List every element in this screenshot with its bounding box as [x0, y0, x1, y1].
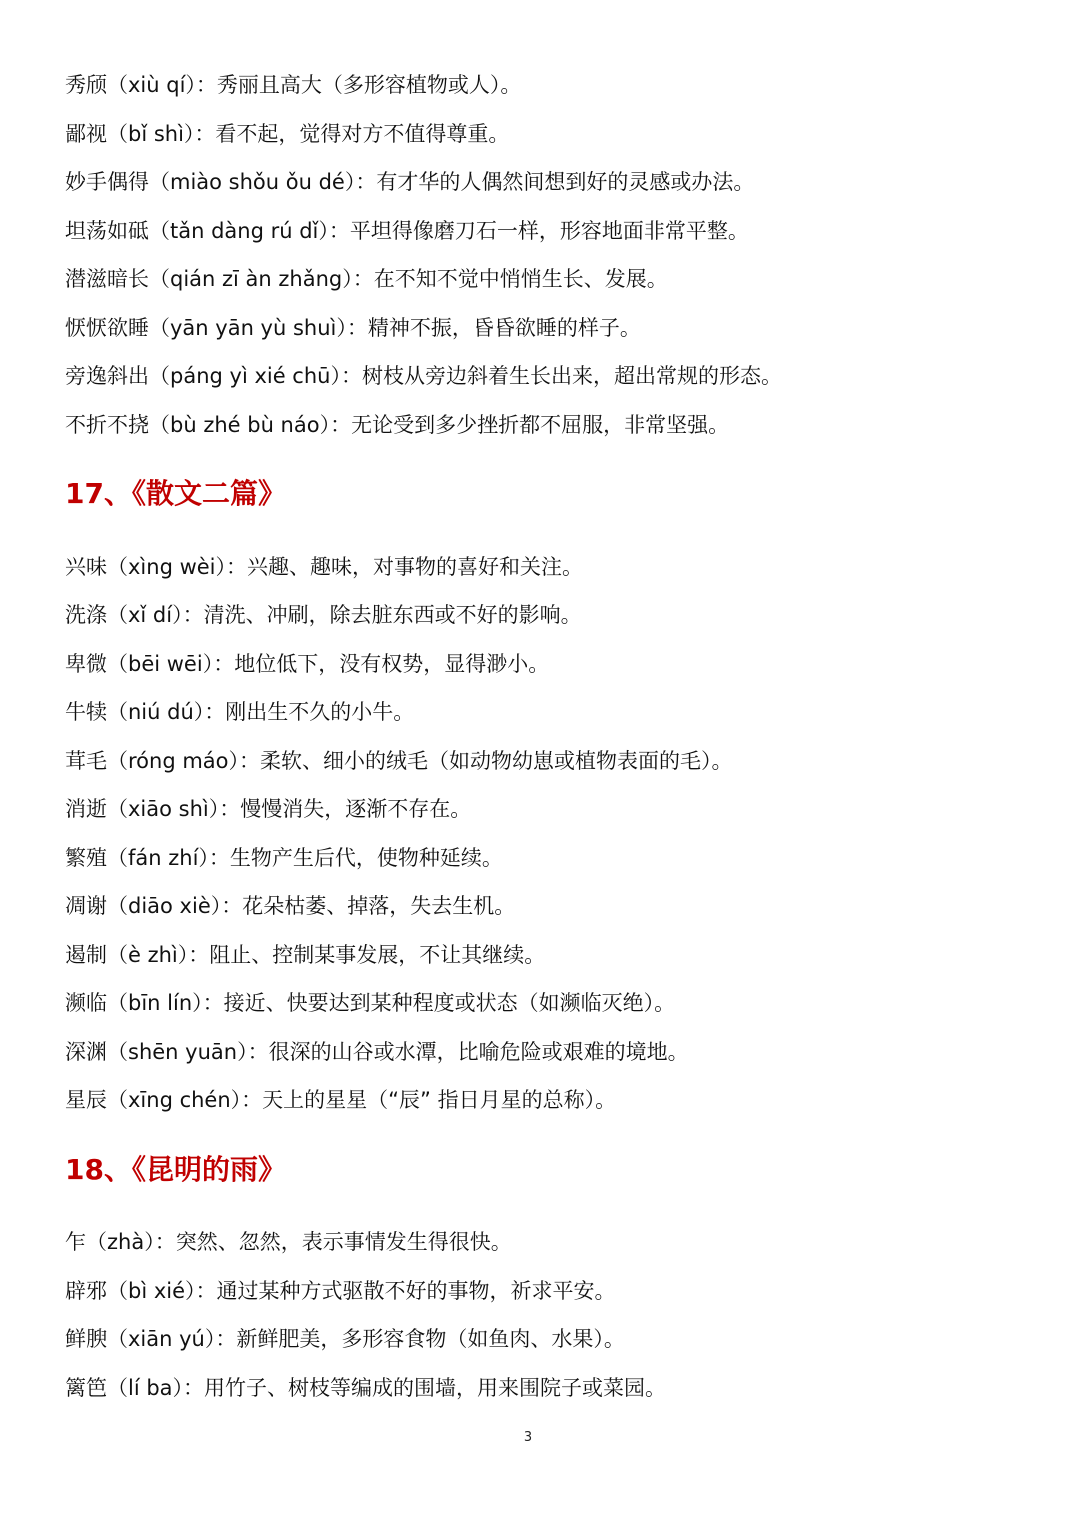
vocab-entry: 乍（zhà）：突然、忽然，表示事情发生得很快。	[65, 1230, 512, 1254]
page-number: 3	[523, 1430, 533, 1445]
vocab-entry: 秀颀（xiù qí）：秀丽且高大（多形容植物或人）。	[65, 73, 522, 97]
vocab-entry: 辟邪（bì xié）：通过某种方式驱散不好的事物，祈求平安。	[65, 1279, 616, 1303]
vocab-entry: 不折不挠（bù zhé bù náo）：无论受到多少挫折都不屈服，非常坚强。	[65, 413, 730, 437]
vocab-entry: 坦荡如砥（tǎn dàng rú dǐ）：平坦得像磨刀石一样，形容地面非常平整。	[65, 219, 749, 243]
vocab-entry: 篱笆（lí ba）：用竹子、树枝等编成的围墙，用来围院子或菜园。	[65, 1376, 667, 1400]
vocab-entry: 恹恹欲睡（yān yān yù shuì）：精神不振，昏昏欲睡的样子。	[65, 316, 641, 340]
vocab-entry: 遏制（è zhì）：阻止、控制某事发展，不让其继续。	[65, 943, 546, 967]
vocab-entry: 旁逸斜出（páng yì xié chū）：树枝从旁边斜着生长出来，超出常规的形态。	[65, 364, 782, 388]
vocab-entry: 鄙视（bǐ shì）：看不起，觉得对方不值得尊重。	[65, 122, 510, 146]
vocab-entry: 妙手偶得（miào shǒu ǒu dé）：有才华的人偶然间想到好的灵感或办法。	[65, 170, 755, 194]
vocab-entry: 星辰（xīng chén）：天上的星星（“辰” 指日月星的总称）。	[65, 1088, 617, 1112]
vocab-entry: 繁殖（fán zhí）：生物产生后代，使物种延续。	[65, 846, 503, 870]
vocab-entry: 鲜腴（xiān yú）：新鲜肥美，多形容食物（如鱼肉、水果）。	[65, 1327, 625, 1351]
vocab-entry: 潜滋暗长（qián zī àn zhǎng）：在不知不觉中悄悄生长、发展。	[65, 267, 668, 291]
vocab-entry: 濒临（bīn lín）：接近、快要达到某种程度或状态（如濒临灭绝）。	[65, 991, 676, 1015]
section-heading: 17、《散文二篇》	[65, 477, 286, 510]
vocab-entry: 卑微（bēi wēi）：地位低下，没有权势，显得渺小。	[65, 652, 550, 676]
vocab-entry: 牛犊（niú dú）：刚出生不久的小牛。	[65, 700, 415, 724]
vocab-entry: 茸毛（róng máo）：柔软、细小的绒毛（如动物幼崽或植物表面的毛）。	[65, 749, 733, 773]
vocab-entry: 洗涤（xǐ dí）：清洗、冲刷，除去脏东西或不好的影响。	[65, 603, 582, 627]
vocab-entry: 兴味（xìng wèi）：兴趣、趣味，对事物的喜好和关注。	[65, 555, 584, 579]
vocab-entry: 深渊（shēn yuān）：很深的山谷或水潭，比喻危险或艰难的境地。	[65, 1040, 689, 1064]
vocab-entry: 消逝（xiāo shì）：慢慢消失，逐渐不存在。	[65, 797, 472, 821]
vocab-entry: 凋谢（diāo xiè）：花朵枯萎、掉落，失去生机。	[65, 894, 516, 918]
section-heading: 18、《昆明的雨》	[65, 1153, 286, 1186]
